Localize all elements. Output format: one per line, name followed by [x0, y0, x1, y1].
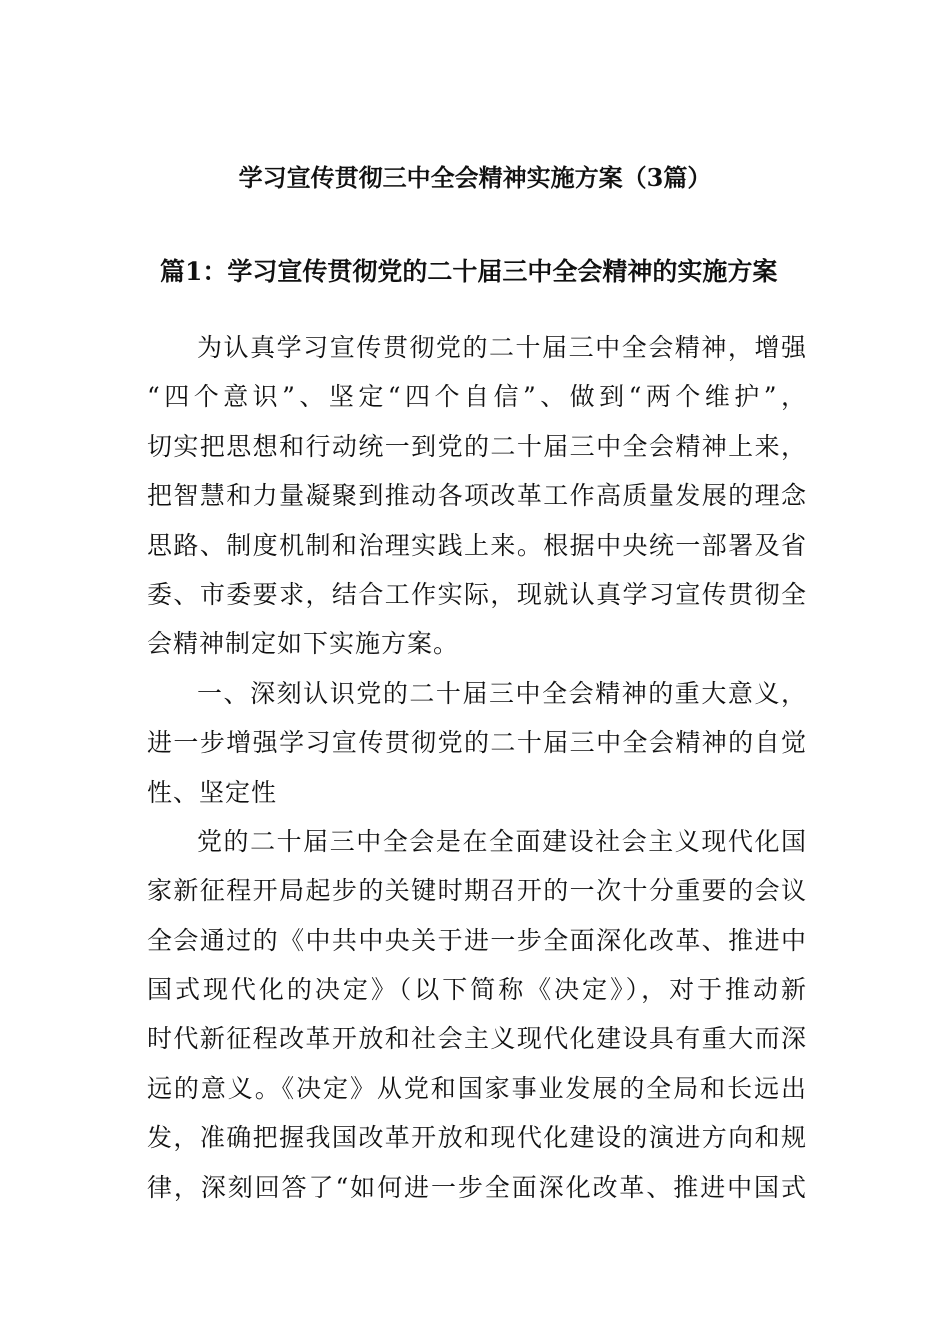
text-line: 发，准确把握我国改革开放和现代化建设的演进方向和规 — [147, 1123, 807, 1153]
text-line: 家新征程开局起步的关键时期召开的一次十分重要的会议 — [147, 876, 807, 906]
text-line: 一、深刻认识党的二十届三中全会精神的重大意义， — [197, 678, 807, 708]
text-line: 性、坚定性 — [147, 777, 278, 807]
text-line: “四个意识”、坚定“四个自信”、做到“两个维护”， — [147, 382, 807, 412]
document-title: 学习宣传贯彻三中全会精神实施方案（3篇） — [238, 163, 712, 192]
text-line: 把智慧和力量凝聚到推动各项改革工作高质量发展的理念 — [147, 481, 807, 511]
text-line: 委、市委要求，结合工作实际，现就认真学习宣传贯彻全 — [147, 579, 807, 609]
text-line: 思路、制度机制和治理实践上来。根据中央统一部署及省 — [147, 530, 807, 560]
paragraph-3 — [147, 817, 807, 1212]
document-body — [147, 323, 807, 1212]
paragraph-1 — [147, 323, 807, 669]
text-line: 远的意义。《决定》从党和国家事业发展的全局和长远出 — [147, 1073, 807, 1103]
text-line: 进一步增强学习宣传贯彻党的二十届三中全会精神的自觉 — [147, 728, 807, 758]
text-line: 全会通过的《中共中央关于进一步全面深化改革、推进中 — [147, 925, 807, 955]
text-line: 会精神制定如下实施方案。 — [147, 629, 460, 659]
paragraph-2 — [147, 669, 807, 817]
text-line: 时代新征程改革开放和社会主义现代化建设具有重大而深 — [147, 1024, 807, 1054]
text-line: 律，深刻回答了“如何进一步全面深化改革、推进中国式 — [147, 1172, 807, 1202]
text-line: 党的二十届三中全会是在全面建设社会主义现代化国 — [197, 826, 807, 856]
section-title: 篇1：学习宣传贯彻党的二十届三中全会精神的实施方案 — [160, 257, 778, 286]
text-line: 为认真学习宣传贯彻党的二十届三中全会精神，增强 — [197, 333, 807, 362]
text-line: 切实把思想和行动统一到党的二十届三中全会精神上来， — [147, 431, 807, 461]
text-line: 国式现代化的决定》（以下简称《决定》），对于推动新 — [147, 975, 807, 1005]
